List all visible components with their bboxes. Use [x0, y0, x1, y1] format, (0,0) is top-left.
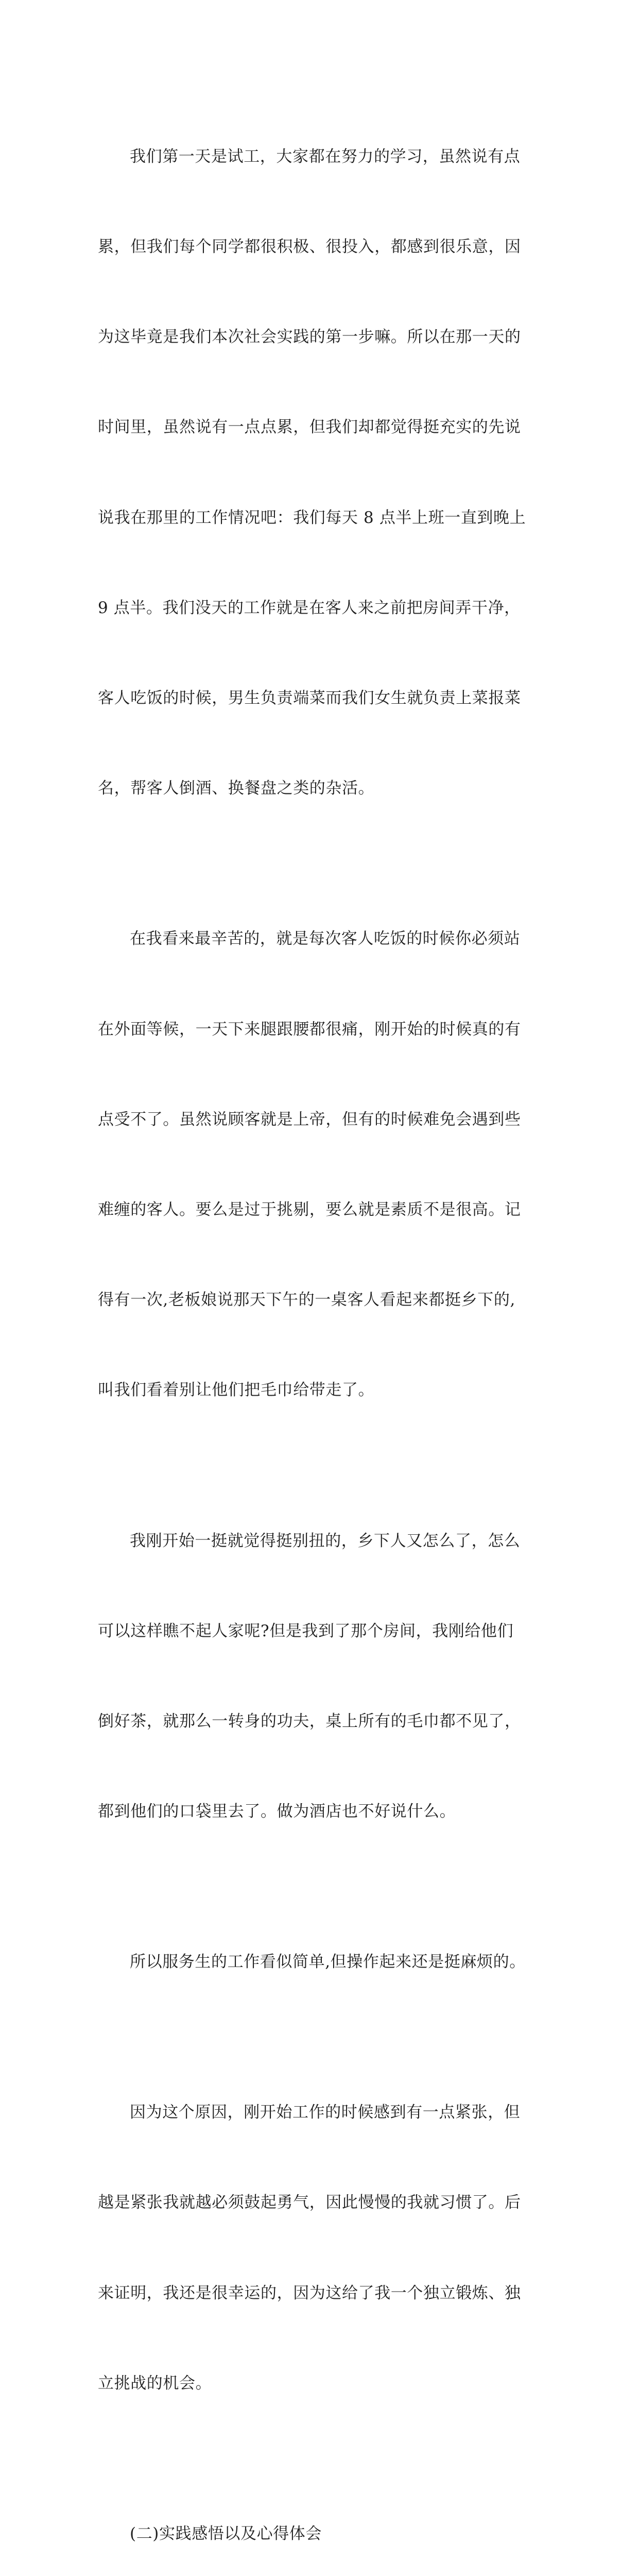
text-line: 说我在那里的工作情况吧：我们每天 8 点半上班一直到晚上	[98, 508, 526, 527]
section-heading	[98, 2459, 551, 2576]
text-line: 越是紧张我就越必须鼓起勇气，因此慢慢的我就习惯了。后	[98, 2193, 521, 2212]
paragraph-4	[98, 1887, 551, 2037]
text-line: 我们第一天是试工，大家都在努力的学习，虽然说有点	[130, 147, 521, 166]
text-line: 在外面等候，一天下来腿跟腰都很痛，刚开始的时候真的有	[98, 1020, 521, 1039]
text-line: 所以服务生的工作看似简单,但操作起来还是挺麻烦的。	[130, 1953, 526, 1972]
paragraph-3	[98, 1466, 551, 1887]
text-line: 都到他们的口袋里去了。做为酒店也不好说什么。	[98, 1802, 456, 1821]
text-line: 叫我们看着别让他们把毛巾给带走了。	[98, 1381, 375, 1400]
text-line: 难缠的客人。要么是过于挑剔，要么就是素质不是很高。记	[98, 1200, 521, 1219]
text-line: 立挑战的机会。	[98, 2374, 212, 2393]
text-line: 时间里，虽然说有一点点累，但我们却都觉得挺充实的先说	[98, 418, 521, 437]
text-line: 客人吃饭的时候，男生负责端菜而我们女生就负责上菜报菜	[98, 689, 521, 708]
body-text	[98, 81, 551, 2576]
text-line: 我刚开始一挺就觉得挺别扭的，乡下人又怎么了，怎么	[130, 1531, 521, 1550]
text-line: 可以这样瞧不起人家呢?但是我到了那个房间，我刚给他们	[98, 1621, 514, 1640]
text-line: 得有一次,老板娘说那天下午的一桌客人看起来都挺乡下的,	[98, 1291, 515, 1310]
text-line: 9 点半。我们没天的工作就是在客人来之前把房间弄干净，	[98, 598, 521, 617]
text-line: 因为这个原因，刚开始工作的时候感到有一点紧张，但	[130, 2103, 521, 2122]
text-line: 点受不了。虽然说顾客就是上帝，但有的时候难免会遇到些	[98, 1110, 521, 1129]
text-line: 来证明，我还是很幸运的，因为这给了我一个独立锻炼、独	[98, 2283, 521, 2302]
text-line: 为这毕竟是我们本次社会实践的第一步嘛。所以在那一天的	[98, 328, 521, 347]
paragraph-5	[98, 2037, 551, 2459]
text-line: 名，帮客人倒酒、换餐盘之类的杂活。	[98, 779, 375, 798]
text-line: (二)实践感悟以及心得体会	[130, 2524, 322, 2543]
text-line: 倒好茶，就那么一转身的功夫，桌上所有的毛巾都不见了，	[98, 1711, 521, 1731]
paragraph-2	[98, 864, 551, 1466]
text-line: 在我看来最辛苦的，就是每次客人吃饭的时候你必须站	[130, 929, 521, 948]
text-line: 累，但我们每个同学都很积极、很投入，都感到很乐意，因	[98, 238, 521, 257]
paragraph-1	[98, 81, 551, 864]
